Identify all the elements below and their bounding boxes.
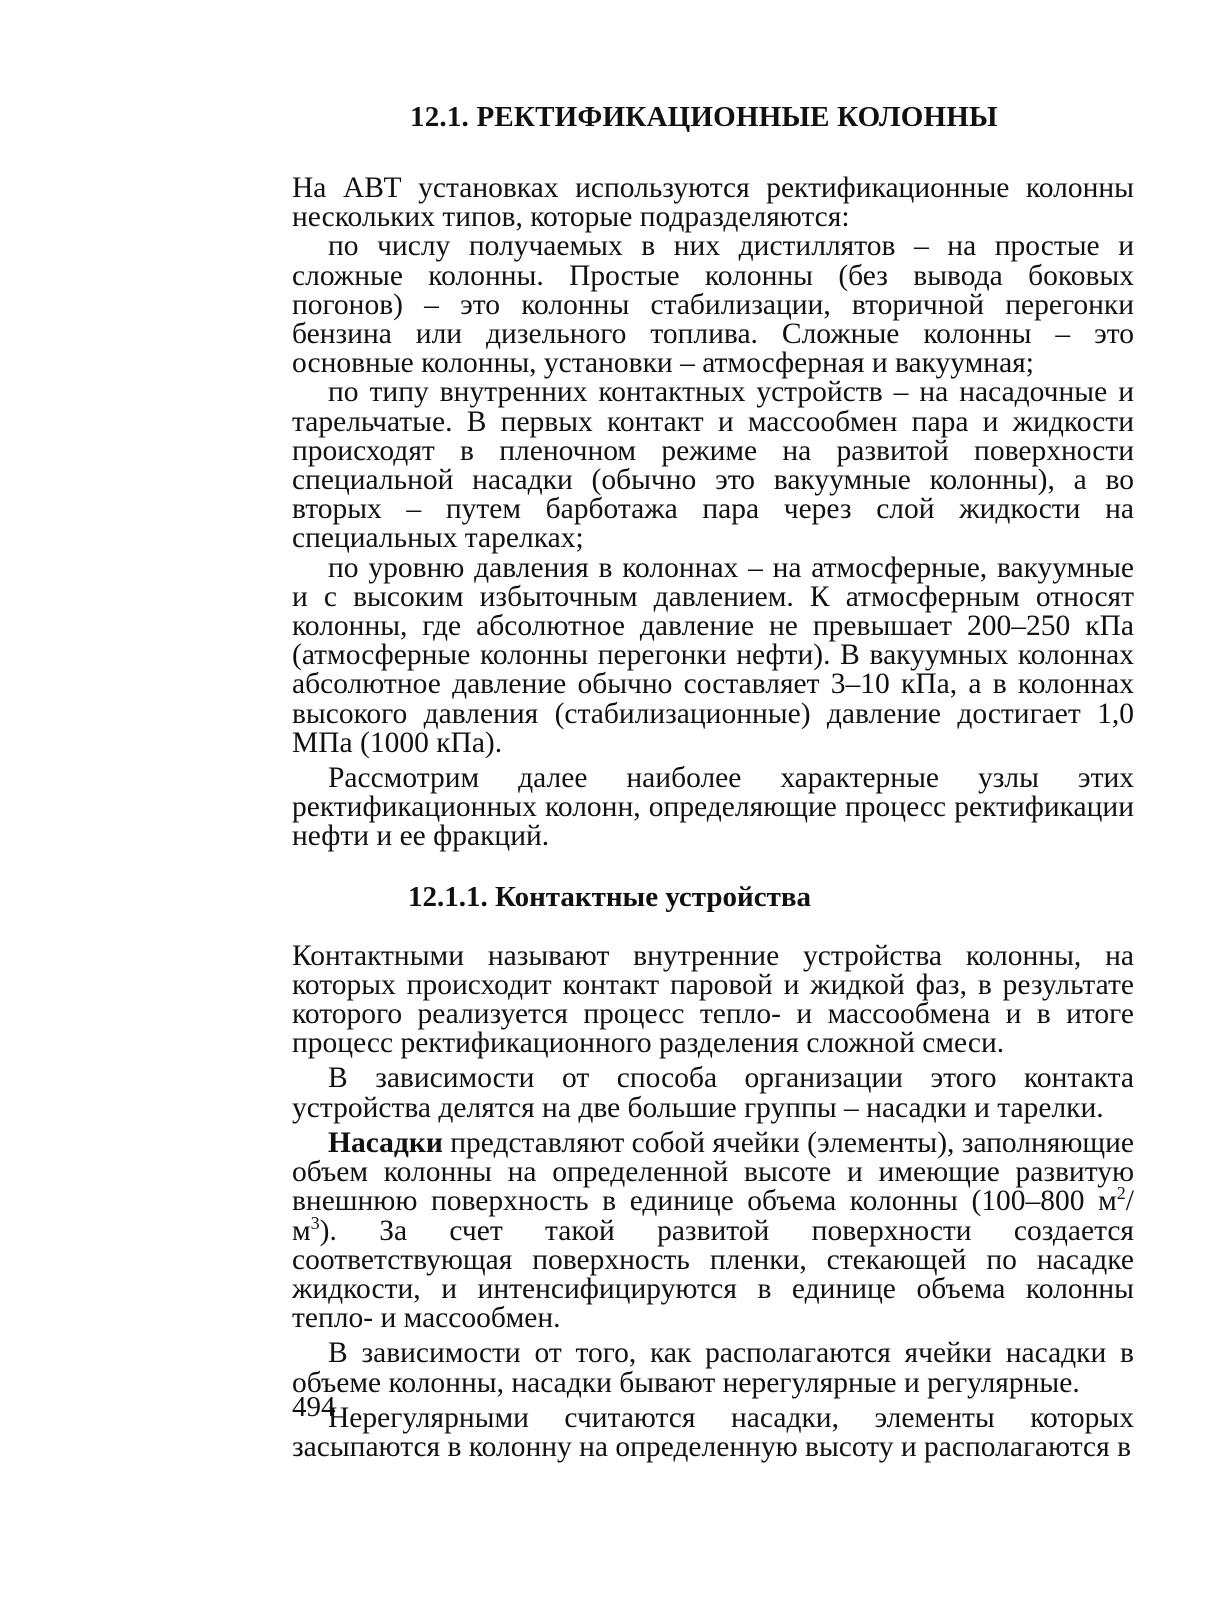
intro-paragraph: На АВТ установках используются ректификационные колонны нескольких типов, которые подразделяются: <box>292 172 1134 234</box>
packings-slash-unit: /м <box>292 1185 1134 1247</box>
packings-term: Насадки <box>328 1126 443 1159</box>
packings-types-paragraph: В зависимости от того, как располагаются ячейки насадки в объеме колонны, насадки бывают нерегулярные и регулярные. <box>292 1337 1134 1399</box>
intro-closing-paragraph: Рассмотрим далее наиболее характерные узлы этих ректификационных колонн, определяющие процесс ректификации нефти и ее фракций. <box>292 762 1134 853</box>
page-number: 494 <box>292 1391 336 1423</box>
packings-paragraph <box>292 1126 1135 1335</box>
page-content <box>292 98 1134 1462</box>
superscript-2: 2 <box>1116 1183 1126 1204</box>
irregular-packings-paragraph: Нерегулярными считаются насадки, элементы которых засыпаются в колонну на определенную высоту и располагаются в <box>292 1401 1134 1463</box>
classification-by-contact-devices: по типу внутренних контактных устройств – на насадочные и тарельчатые. В первых контакт и массообмен пара и жидкости происходят в пленочном режиме на развитой поверхности специальной насадки (обычно это вакуумные колонны), а во вторых – путем барботажа пара через слой жидкости на специальных тарелках; <box>292 376 1134 555</box>
classification-by-pressure: по уровню давления в колоннах – на атмосферные, вакуумные и с высоким избыточным давлением. К атмосферным относят колонны, где абсолютное давление не превышает 200–250 кПа (атмосферные колонны перегонки нефти). В вакуумных колоннах абсолютное давление обычно составляет 3–10 кПа, а в колоннах высокого давления (стабилизационные) давление достигает 1,0 МПа (1000 кПа). <box>292 551 1134 759</box>
contact-devices-definition: Контактными называют внутренние устройства колонны, на которых происходит контакт паровой и жидкой фаз, в результате которого реализуется процесс тепло- и массообмена и в итоге процесс ректификационного разделения сложной смеси. <box>292 939 1134 1060</box>
subsection-title: 12.1.1. Контактные устройства <box>408 880 812 913</box>
superscript-3: 3 <box>310 1212 320 1233</box>
section-title: 12.1. РЕКТИФИКАЦИОННЫЕ КОЛОННЫ <box>410 101 998 133</box>
contact-devices-groups: В зависимости от способа организации этого контакта устройства делятся на две большие группы – насадки и тарелки. <box>292 1062 1134 1124</box>
classification-by-distillates: по числу получаемых в них дистиллятов – на простые и сложные колонны. Простые колонны (без вывода боковых погонов) – это колонны стабилизации, вторичной перегонки бензина или дизельного топлива. Сложные колонны – это основные колонны, установки – атмосферная и вакуумная; <box>292 230 1134 380</box>
packings-text-part-2: ). За счет такой развитой поверхности создается соответствующая поверхность пленки, стекающей по насадке жидкости, и интенсифицируются в единице объема колонны тепло- и массообмен. <box>292 1214 1134 1335</box>
packings-text-part-1: представляют собой ячейки (элементы), заполняющие объем колонны на определенной высоте и имеющие развитую внешнюю поверхность в единице объема колонны (100–800 м <box>292 1126 1135 1218</box>
